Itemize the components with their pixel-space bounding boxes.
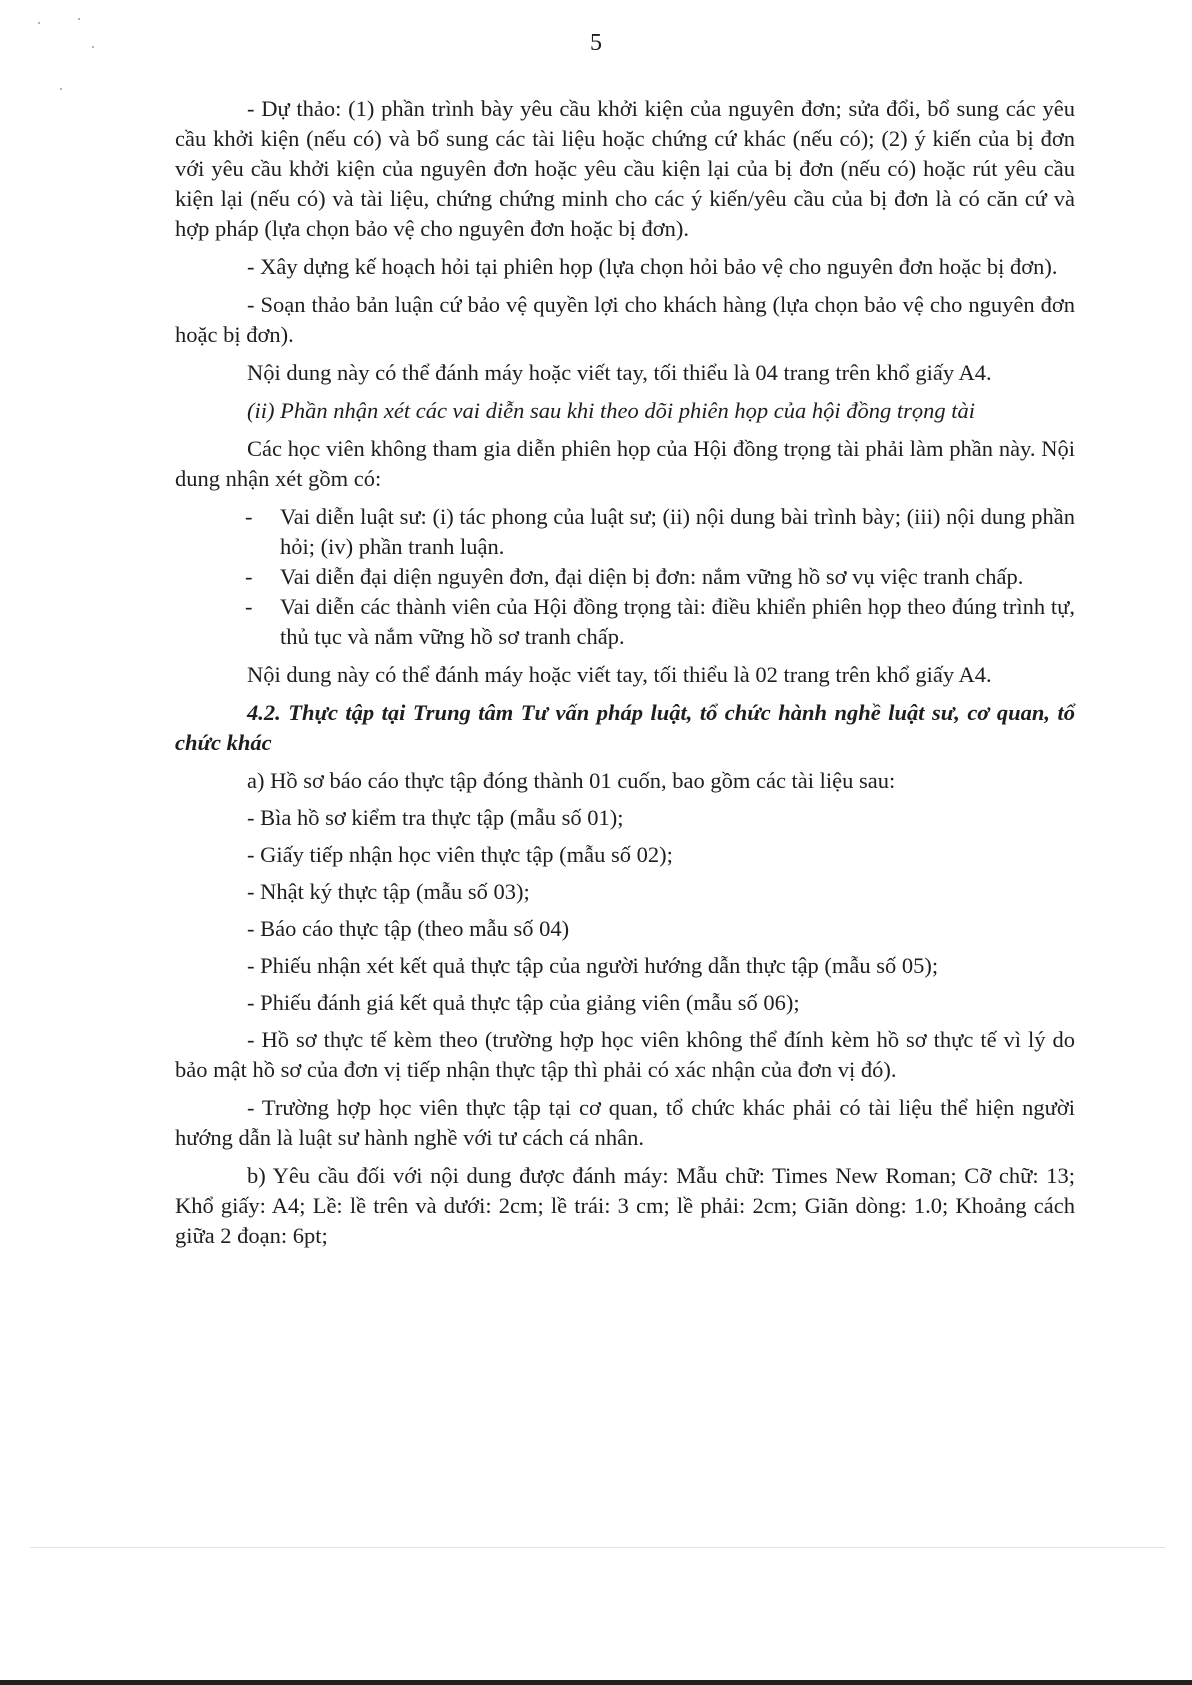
paragraph-format-requirements: b) Yêu cầu đối với nội dung được đánh máy: Mẫu chữ: Times New Roman; Cỡ chữ: 13; Khổ giấy: A4; Lề: lề trên và dưới: 2cm; lề trái: 3 cm; lề phải: 2cm; Giãn dòng: 1.0; Khoảng cách giữa 2 đoạn: 6pt; [175,1163,1075,1248]
paragraph-length-req-2: Nội dung này có thể đánh máy hoặc viết tay, tối thiểu là 02 trang trên khổ giấy A4. [247,662,992,687]
scan-speck [60,88,62,90]
list-item: - Giấy tiếp nhận học viên thực tập (mẫu số 02); [247,842,673,867]
section-4-2-heading: 4.2. Thực tập tại Trung tâm Tư vấn pháp luật, tổ chức hành nghề luật sư, cơ quan, tổ chức khác [175,700,1075,755]
paragraph-a-intro: a) Hồ sơ báo cáo thực tập đóng thành 01 cuốn, bao gồm các tài liệu sau: [247,768,896,793]
page-number: 5 [590,30,602,56]
scan-speck [38,22,40,24]
list-item: - Vai diễn đại diện nguyên đơn, đại diện bị đơn: nắm vững hồ sơ vụ việc tranh chấp. [245,564,1024,589]
page-divider [30,1547,1165,1548]
paragraph-attached-docs: - Hồ sơ thực tế kèm theo (trường hợp học viên không thể đính kèm hồ sơ thực tế vì lý do bảo mật hồ sơ của đơn vị tiếp nhận thực tập thì phải có xác nhận của đơn vị đó). [175,1027,1075,1082]
list-item: - Báo cáo thực tập (theo mẫu số 04) [247,916,570,941]
list-item: - Vai diễn luật sư: (i) tác phong của luật sư; (ii) nội dung bài trình bày; (iii) nội dung phần hỏi; (iv) phần tranh luận. [245,504,1075,559]
evaluation-list [175,502,1075,652]
list-item: - Phiếu đánh giá kết quả thực tập của giảng viên (mẫu số 06); [247,990,800,1015]
paragraph-length-req-1: Nội dung này có thể đánh máy hoặc viết tay, tối thiểu là 04 trang trên khổ giấy A4. [247,360,992,385]
paragraph-question-plan: - Xây dựng kế hoạch hỏi tại phiên họp (lựa chọn hỏi bảo vệ cho nguyên đơn hoặc bị đơn). [247,254,1058,279]
list-item: - Nhật ký thực tập (mẫu số 03); [247,879,530,904]
list-item: - Vai diễn các thành viên của Hội đồng trọng tài: điều khiển phiên họp theo đúng trình tự, thủ tục và nắm vững hồ sơ tranh chấp. [245,594,1075,649]
document-body [175,94,1075,1259]
list-item: - Bìa hồ sơ kiểm tra thực tập (mẫu số 01); [247,805,624,830]
scan-speck [78,18,80,20]
section-ii-intro: Các học viên không tham gia diễn phiên họp của Hội đồng trọng tài phải làm phần này. Nội dung nhận xét gồm có: [175,436,1075,491]
section-ii-heading: (ii) Phần nhận xét các vai diễn sau khi theo dõi phiên họp của hội đồng trọng tài [247,398,975,423]
paragraph-argument: - Soạn thảo bản luận cứ bảo vệ quyền lợi cho khách hàng (lựa chọn bảo vệ cho nguyên đơn hoặc bị đơn). [175,292,1075,347]
list-item: - Phiếu nhận xét kết quả thực tập của người hướng dẫn thực tập (mẫu số 05); [247,953,939,978]
paragraph-supervisor-proof: - Trường hợp học viên thực tập tại cơ quan, tổ chức khác phải có tài liệu thể hiện người hướng dẫn là luật sư hành nghề với tư cách cá nhân. [175,1095,1075,1150]
scan-edge [0,1680,1192,1685]
paragraph-draft: - Dự thảo: (1) phần trình bày yêu cầu khởi kiện của nguyên đơn; sửa đổi, bổ sung các yêu cầu khởi kiện (nếu có) và bổ sung các tài liệu hoặc chứng cứ khác (nếu có); (2) ý kiến của bị đơn với yêu cầu khởi kiện của nguyên đơn hoặc yêu cầu kiện lại của bị đơn (nếu có) hoặc rút yêu cầu kiện lại (nếu có) và tài liệu, chứng chứng minh cho các ý kiến/yêu cầu của bị đơn là có căn cứ và hợp pháp (lựa chọn bảo vệ cho nguyên đơn hoặc bị đơn). [175,96,1075,241]
